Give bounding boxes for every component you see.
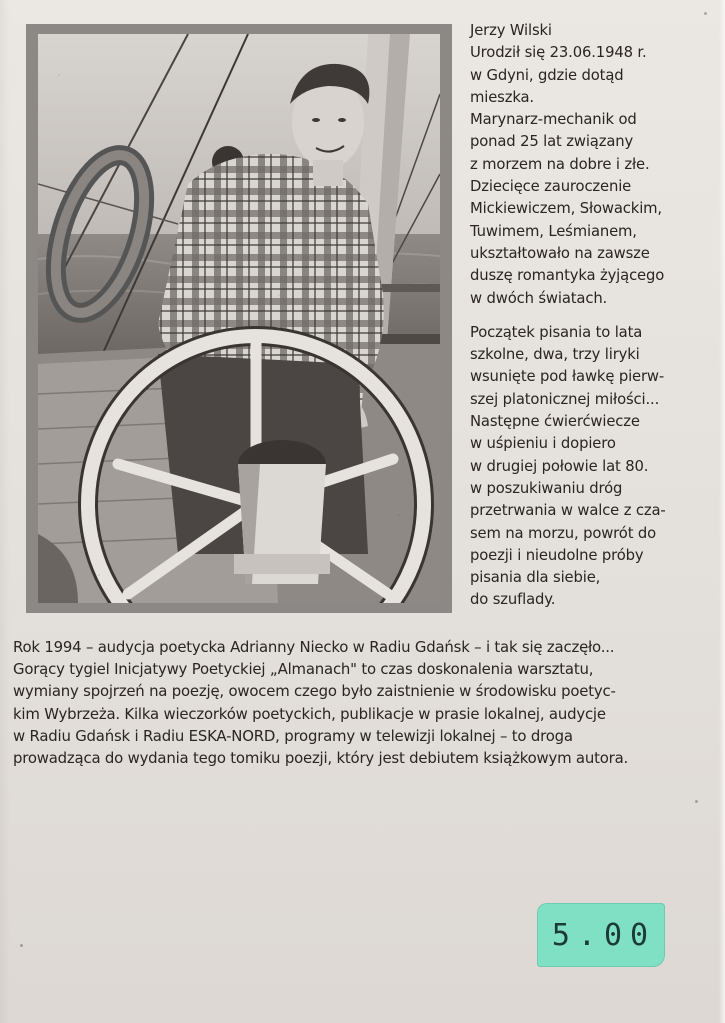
price-sticker (537, 903, 665, 967)
speck (704, 12, 707, 15)
sailor-at-helm-photo-icon (38, 34, 440, 603)
bio-line: Jerzy Wilski (470, 22, 552, 39)
bio-line: ponad 25 lat związany (470, 133, 634, 151)
page-edge (719, 0, 725, 1023)
bio-line: duszę romantyka żyjącego (470, 267, 665, 285)
bio-line: pisania dla siebie, (470, 569, 601, 587)
bio-line: Następne ćwierćwiecze (470, 413, 640, 431)
bio-line: przetrwania w walce z cza- (470, 502, 666, 520)
bio-line: Marynarz-mechanik od (470, 111, 637, 129)
bio-line: szej platonicznej miłości... (470, 390, 660, 408)
story-line: kim Wybrzeża. Kilka wieczorków poetyckich, publikacje w prasie lokalnej, audycje (13, 704, 606, 723)
story-line: w Radiu Gdańsk i Radiu ESKA-NORD, programy w telewizji lokalnej – to droga (13, 726, 573, 745)
price-label: 5.00 (551, 917, 657, 953)
bio-line: Tuwimem, Leśmianem, (470, 222, 637, 240)
bio-line: poezji i nieudolne próby (470, 546, 644, 564)
photo-frame (26, 24, 452, 613)
bio-line: Mickiewiczem, Słowackim, (470, 200, 662, 218)
bio-line: wsunięte pod ławkę pierw- (470, 368, 665, 386)
bio-line: sem na morzu, powrót do (470, 524, 657, 542)
author-story (13, 636, 713, 769)
speck (695, 800, 698, 803)
speck (20, 944, 23, 947)
story-line: Rok 1994 – audycja poetycka Adrianny Niecko w Radiu Gdańsk – i tak się zaczęło... (13, 638, 615, 656)
bio-line: w Gdyni, gdzie dotąd (470, 66, 624, 84)
author-photo (38, 34, 440, 603)
bio-line: mieszka. (470, 88, 534, 106)
bio-line: w uśpieniu i dopiero (470, 435, 616, 453)
bio-line: w poszukiwaniu dróg (470, 479, 623, 497)
story-line: wymiany spojrzeń na poezję, owocem czego było zaistnienie w środowisku poetyc- (13, 682, 616, 701)
bio-line: ukształtowało na zawsze (470, 244, 650, 262)
story-line: Gorący tygiel Inicjatywy Poetyckiej „Almanach" to czas doskonalenia warsztatu, (13, 660, 594, 679)
bio-line: do szuflady. (470, 591, 556, 609)
bio-line: w dwóch światach. (470, 289, 608, 307)
story-line: prowadząca do wydania tego tomiku poezji, który jest debiutem książkowym autora. (13, 749, 629, 768)
bio-line: z morzem na dobre i złe. (470, 155, 650, 173)
bio-line: Dziecięce zauroczenie (470, 178, 632, 196)
author-bio (470, 20, 710, 612)
bio-line: szkolne, dwa, trzy liryki (470, 346, 640, 364)
bio-line: Początek pisania to lata (470, 323, 643, 341)
bio-line: w drugiej połowie lat 80. (470, 457, 649, 475)
paragraph-gap (470, 310, 710, 322)
bio-line: Urodził się 23.06.1948 r. (470, 44, 647, 62)
